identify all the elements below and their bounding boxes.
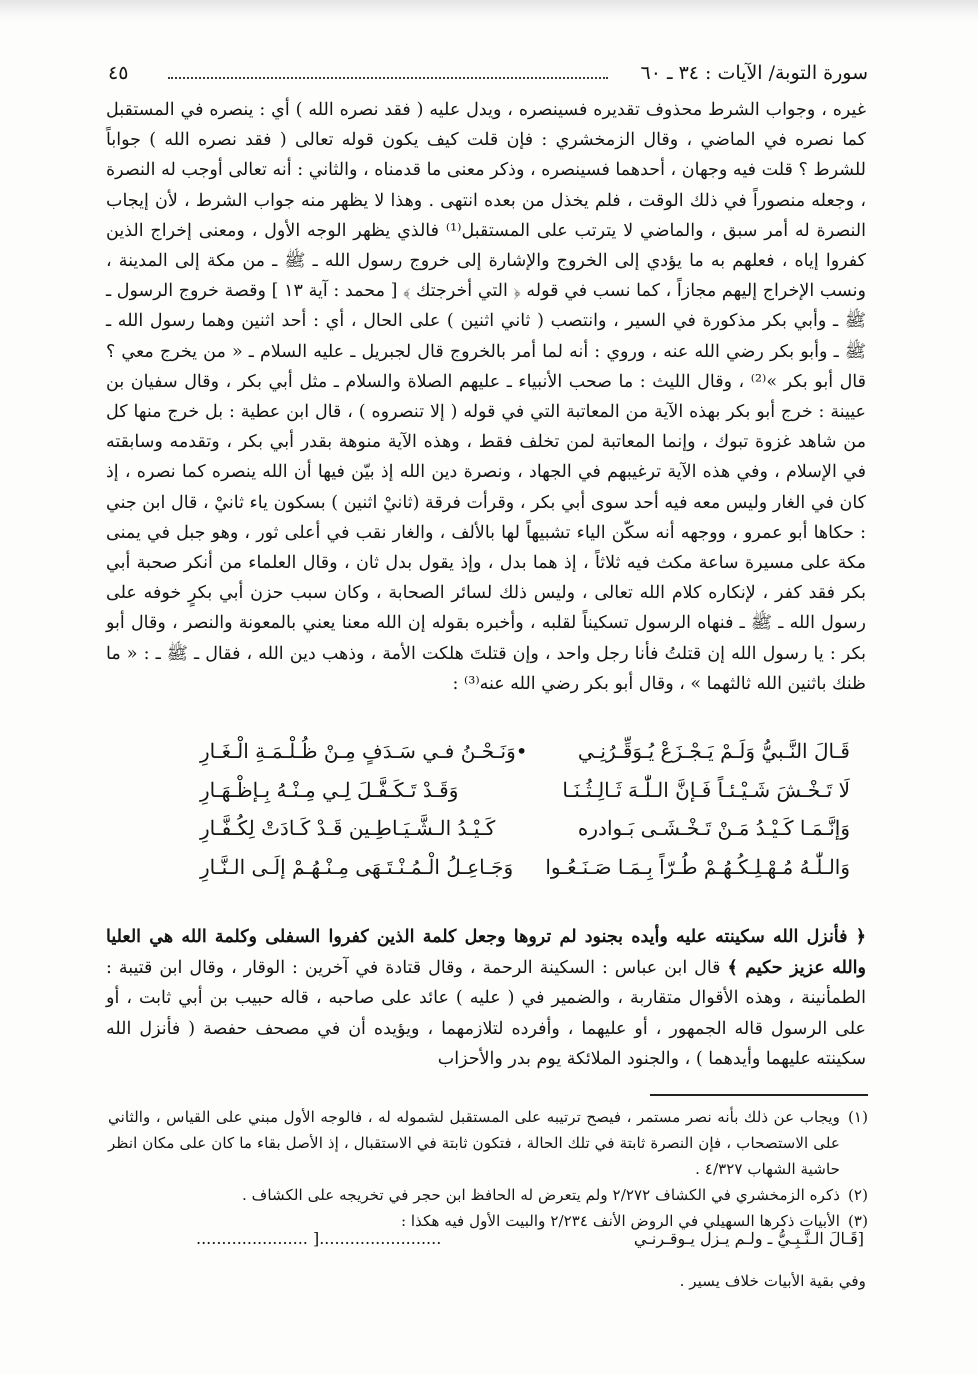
running-header bbox=[108, 60, 868, 90]
footnote-verse-first: [قَـالَ الـنَّـبِـيُّ ـ ولـم يـزل يـوقـرنـي bbox=[633, 1229, 864, 1248]
commentary-text: قال ابن عباس : السكينة الرحمة ، وقال قتادة في آخرين : الوقار ، وقال ابن قتيبة : الطمأنينة ، وهذه الأقوال متقاربة ، والضمير في ( عليه ) عائد على صاحبه ، قاله حبيب بن أبي ثابت ، أو على الرسول قاله الجمهور ، أو عليهما ، وأفرده لتلازمهما ، ويؤيده أن في مصحف حفصة ( فأنزل الله سكينته عليهما وأيدهما ) ، والجنود الملائكة يوم بدر والأحزاب bbox=[106, 957, 866, 1069]
poem-hemistich-first: وَالـلّٰـهُ مُـهْـلِـكُـهُـمْ طُـرّاً بِـمَـا صَـنَـعُـوا bbox=[545, 854, 850, 879]
poem-hemistich-first: وَإنَّـمَـا كَـيْـدُ مَـنْ تَـخْـشَـى بَـوادره bbox=[577, 816, 850, 840]
scan-edge bbox=[0, 0, 978, 22]
footnote bbox=[108, 1104, 868, 1182]
poem-hemistich-second: كَـيْـدُ الـشَّـيَـاطِـين قَـدْ كَـادَتْ لِكُـفَّـارِ bbox=[200, 816, 496, 840]
header-dot-leader bbox=[168, 77, 608, 79]
poem-verse bbox=[200, 732, 850, 771]
footnote-number: (٣) bbox=[847, 1212, 868, 1230]
footnote-text: ذكره الزمخشري في الكشاف ٢/٢٧٢ ولم يتعرض له الحافظ ابن حجر في تخريجه على الكشاف . bbox=[241, 1186, 840, 1204]
verse-commentary bbox=[106, 922, 866, 1075]
quran-verse: ﴿ فأنزل الله سكينته عليه وأيده بجنود لم تروها وجعل كلمة الذين كفروا السفلى وكلمة الله هي العليا والله عزيز حكيم ﴾ bbox=[106, 927, 866, 978]
poem-verse bbox=[200, 809, 850, 848]
paragraph: غيره ، وجواب الشرط محذوف تقديره فسينصره ، ويدل عليه ( فقد نصره الله ) أي : ينصره في المستقبل كما نصره في الماضي ، وقال الزمخشري : فإن قلت كيف يكون قوله تعالى ( فقد نصره الله ) جواباً للشرط ؟ قلت فيه وجهان ، أحدهما فسينصره ، وذكر معنى ما قدمناه ، والثاني : أنه تعالى أوجب له النصرة ، وجعله منصوراً في ذلك الوقت ، فلم يخذل من بعده انتهى . وهذا لا يظهر منه جواب الشرط ، لأن إيجاب النصرة له أمر سبق ، والماضي لا يترتب على المستقبل⁽¹⁾ فالذي يظهر الوجه الأول ، ومعنى إخراج الذين كفروا إياه ، فعلهم به ما يؤدي إلى الخروج والإشارة إلى خروج رسول الله ـ ﷺ ـ من مكة إلى المدينة ، ونسب الإخراج إليهم مجازاً ، كما نسب في قوله ﴿ التي أخرجتك ﴾ [ محمد : آية ١٣ ] وقصة خروج الرسول ـ ﷺ ـ وأبي بكر مذكورة في السير ، وانتصب ( ثاني اثنين ) على الحال ، أي : أحد اثنين وهما رسول الله ـ ﷺ ـ وأبو بكر رضي الله عنه ، وروي : أنه لما أمر بالخروج قال لجبريل ـ عليه السلام ـ « من يخرج معي ؟ قال أبو بكر »⁽²⁾ ، وقال الليث : ما صحب الأنبياء ـ عليهم الصلاة والسلام ـ مثل أبي بكر ، وقال سفيان بن عيينة : خرج أبو بكر بهذه الآية من المعاتبة التي في قوله ( إلا تنصروه ) ، قال ابن عطية : بل خرج منها كل من شاهد غزوة تبوك ، وإنما المعاتبة لمن تخلف فقط ، وهذه الآية منوهة بقدر أبي بكر ، وتقدمه وسابقته في الإسلام ، وفي هذه الآية ترغيبهم في الجهاد ، ونصرة دين الله إذ بيّن فيها أن الله ينصره كما نصره ، إذ كان في الغار وليس معه فيه أحد سوى أبي بكر ، وقرأت فرقة (ثانيْ اثنين ) بسكون ياء ثانيْ ، قال ابن جني : حكاها أبو عمرو ، ووجهه أنه سكّن الياء تشبيهاً لها بالألف ، والغار نقب في أعلى ثور ، وهو جبل في يمنى مكة على مسيرة ساعة مكث فيه ثلاثاً ، إذ هما بدل ، وإذ يقول بدل ثان ، وقال العلماء من أنكر صحبة أبي بكر فقد كفر ، لإنكاره كلام الله تعالى ، وليس ذلك لسائر الصحابة ، وكان سبب حزن أبي بكرٍ خوفه على رسول الله ـ ﷺ ـ فنهاه الرسول تسكيناً لقلبه ، وأخبره بقوله إن الله معنا يعني بالمعونة والنصر ، وقال أبو بكر : يا رسول الله إن قتلتُ فأنا رجل واحد ، وإن قتلتَ هلكت الأمة ، وذهب دين الله ، فقال ـ ﷺ ـ : « ما ظنك باثنين الله ثالثهما » ، وقال أبو بكر رضي الله عنه⁽³⁾ : bbox=[106, 100, 866, 694]
footnotes bbox=[108, 1104, 868, 1234]
footnote-number: (٢) bbox=[847, 1186, 868, 1204]
poem-verse bbox=[200, 771, 850, 810]
main-text bbox=[106, 95, 866, 699]
footnote-verse bbox=[196, 1229, 864, 1255]
closing-note: وفي بقية الأبيات خلاف يسير . bbox=[679, 1272, 866, 1290]
poem bbox=[200, 732, 850, 886]
footnote-number: (١) bbox=[847, 1108, 868, 1126]
poem-hemistich-second: •وَنَـحْـنُ فـي سَـدَفٍ مِـنْ ظُـلْـمَـةِ الْـغَـارِ bbox=[200, 739, 528, 763]
poem-hemistich-first: قَـالَ النَّـبيُّ وَلَـمْ يَـجْـزَعْ يُـوَقِّـرُنِـي bbox=[577, 739, 850, 763]
poem-hemistich-second: وَقَـدْ تَـكَـفَّـلَ لِـي مِـنْـهُ بِـإظْـهَـارِ bbox=[200, 777, 459, 802]
page-number: ٤٥ bbox=[108, 62, 129, 84]
footnote-text: الأبيات ذكرها السهيلي في الروض الأنف ٢/٢٣٤ والبيت الأول فيه هكذا : bbox=[400, 1212, 840, 1230]
poem-hemistich-second: وَجَـاعِـلُ الْـمُـنْـتَـهَى مِـنْـهُـمْ إلَـى الـنَّـارِ bbox=[200, 854, 514, 879]
footnote bbox=[108, 1182, 868, 1208]
footnote-text: ويجاب عن ذلك بأنه نصر مستمر ، فيصح ترتيبه على المستقبل لشموله له ، فالوجه الأول مبني على القياس ، والثاني على الاستصحاب ، فإن النصرة ثابتة في تلك الحالة ، فتكون ثابتة في الاستقبال ، إذ الأصل بقاء ما كان على مكان انظر حاشية الشهاب ٤/٣٢٧ . bbox=[108, 1108, 840, 1178]
footnote-separator bbox=[650, 1094, 868, 1096]
commentary-paragraph bbox=[106, 922, 866, 1075]
footnote-verse-dots: ...................... ]........................ bbox=[196, 1229, 442, 1248]
poem-verse bbox=[200, 848, 850, 887]
header-title: سورة التوبة/ الآيات : ٣٤ ـ ٦٠ bbox=[640, 62, 868, 84]
poem-hemistich-first: لَا تَـخْـشَ شَـيْـئـاً فَـإنَّ الـلّٰـهَ ثَـالِـثُـنَـا bbox=[562, 777, 850, 802]
